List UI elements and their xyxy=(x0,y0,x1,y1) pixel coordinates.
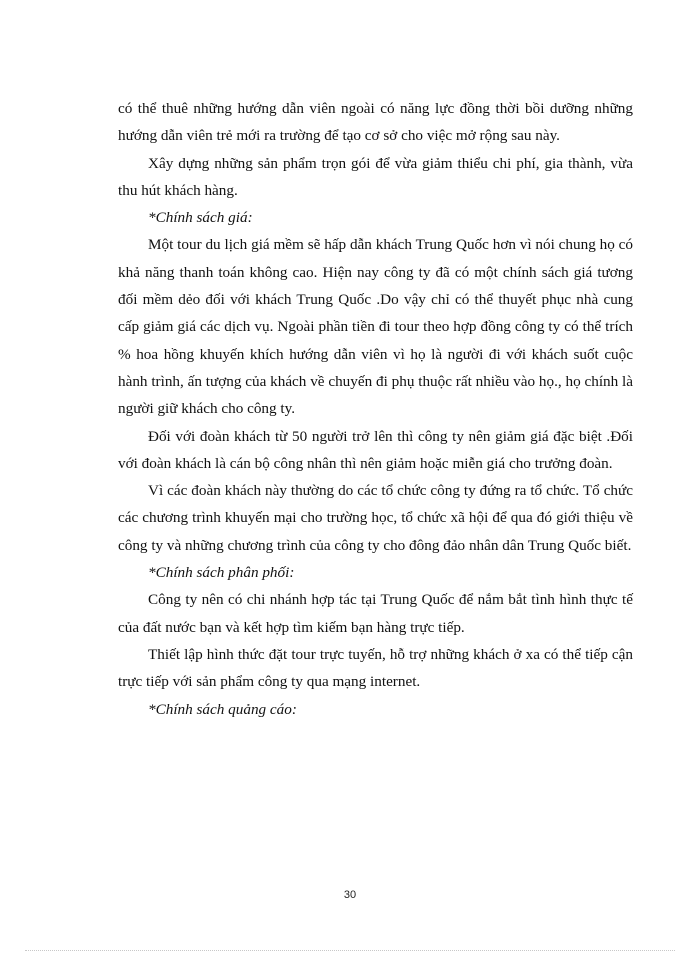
section-heading: *Chính sách phân phối: xyxy=(148,564,295,582)
paragraph: Xây dựng những sản phẩm trọn gói để vừa giảm thiểu chi phí, gia thành, vừa thu hút khách hàng. xyxy=(118,154,633,199)
paragraph: Vì các đoàn khách này thường do các tổ chức công ty đứng ra tổ chức. Tổ chức các chương trình khuyến mại cho trường học, tổ chức xã hội để qua đó giới thiệu về công ty và những chương trình của công ty cho đông đảo nhân dân Trung Quốc biết. xyxy=(118,482,633,554)
page-body xyxy=(118,95,633,723)
paragraph: Một tour du lịch giá mềm sẽ hấp dẫn khách Trung Quốc hơn vì nói chung họ có khả năng thanh toán không cao. Hiện nay công ty đã có một chính sách giá tương đối mềm dẻo đối với khách Trung Quốc .Do vậy chỉ có thể thuyết phục nhà cung cấp giảm giá các dịch vụ. Ngoài phần tiền đi tour theo hợp đồng công ty có thể trích % hoa hồng khuyến khích hướng dẫn viên vì họ là người đi với khách suốt cuộc hành trình, ấn tượng của khách về chuyến đi phụ thuộc rất nhiều vào họ., họ chính là người giữ khách cho công ty. xyxy=(118,236,633,418)
paragraph: Đối với đoàn khách từ 50 người trở lên thì công ty nên giảm giá đặc biệt .Đối với đoàn khách là cán bộ công nhân thì nên giảm hoặc miễn giá cho trưởng đoàn. xyxy=(118,427,633,472)
page-number: 30 xyxy=(343,889,357,901)
section-heading: *Chính sách giá: xyxy=(148,209,253,227)
paragraph: Thiết lập hình thức đặt tour trực tuyến, hỗ trợ những khách ở xa có thể tiếp cận trực tiếp với sản phẩm công ty qua mạng internet. xyxy=(118,645,633,691)
section-heading: *Chính sách quảng cáo: xyxy=(148,700,297,718)
paragraph: Công ty nên có chi nhánh hợp tác tại Trung Quốc để nắm bắt tình hình thực tế của đất nước bạn và kết hợp tìm kiếm bạn hàng trực tiếp. xyxy=(118,591,633,636)
page-bottom-divider xyxy=(25,950,675,951)
paragraph: có thể thuê những hướng dẫn viên ngoài có năng lực đồng thời bồi dưỡng những hướng dẫn viên trẻ mới ra trường để tạo cơ sở cho việc mở rộng sau này. xyxy=(118,100,633,145)
